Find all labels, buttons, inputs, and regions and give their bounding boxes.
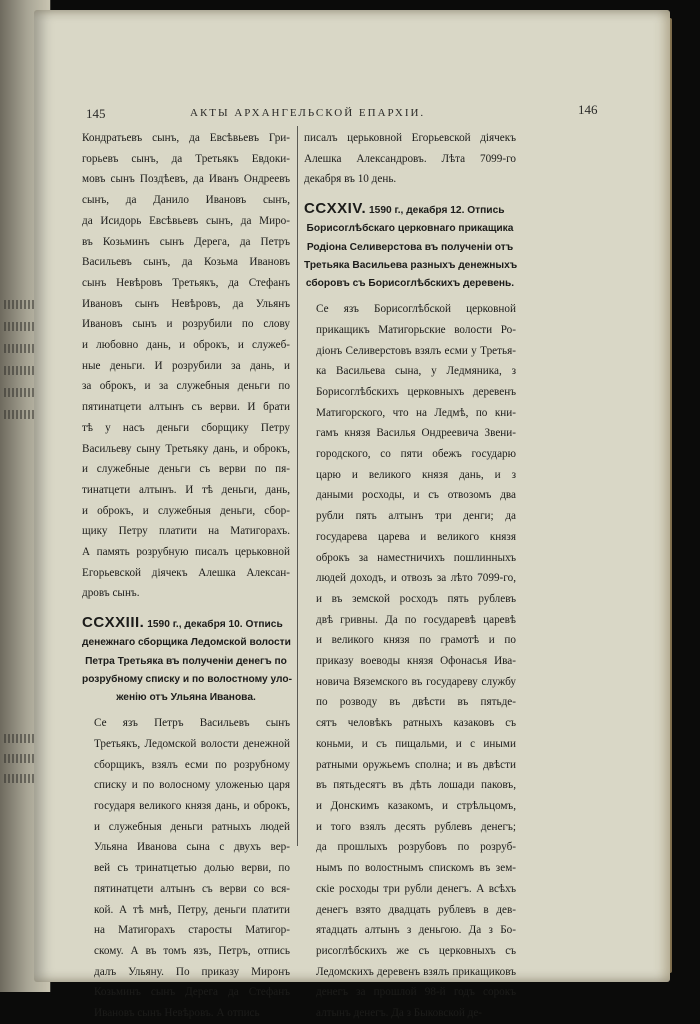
text-line: двѣ гривны. Да по государевѣ царевѣ (316, 613, 516, 626)
heading-line: Третьяка Васильева разныхъ денежныхъ (304, 259, 518, 271)
text-line: тинатцети алтынъ. И тѣ деньги, дань, (82, 483, 290, 496)
page-number-left: 145 (86, 106, 106, 121)
text-line: государя великого князя дань, и оброкъ, (94, 800, 290, 812)
text-line: сынъ, да Данило Ивановъ сынъ, (82, 194, 290, 207)
running-title: АКТЫ АРХАНГЕЛЬСКОЙ ЕПАРХІИ. (190, 107, 426, 119)
text-line: пятинатцети алтынъ съ верви со вся- (94, 882, 290, 895)
text-line: коньми, и съ пищальми, и с иными (316, 737, 516, 750)
left-paragraph-1 (82, 128, 290, 604)
text-line: и любовно дань, и оброкъ, и служеб- (82, 339, 290, 352)
text-line: А память розрубную писалъ церьковной (82, 546, 290, 559)
text-line: горьевъ сынъ, да Третьякъ Евдоки- (82, 152, 290, 165)
text-line: Ледомскихъ деревенъ взялъ прикащиковъ (316, 965, 516, 978)
text-line: вей съ тринатцетью долью верви, по (94, 862, 290, 875)
text-line: Васильеву сыну Третьяку дань, и оброкъ, (82, 442, 290, 455)
text-line: Алешка Александровъ. Лѣта 7099-го (304, 152, 516, 165)
text-line: діонъ Селиверстовъ взялъ есми у Третья- (316, 344, 516, 357)
text-line: скому. А въ томъ язъ, Петръ, отпись (94, 944, 290, 957)
text-line: Матигорского, что на Ледмѣ, по кни- (316, 406, 516, 419)
text-line: Кондратьевъ сынъ, да Евсѣвьевъ Гри- (82, 132, 290, 144)
right-column (304, 128, 516, 1024)
document-number: CCXXIII. (82, 614, 145, 632)
text-line: Васильевъ сынъ, да Козьма Ивановъ (82, 256, 290, 269)
text-line: государева царева и великого князя (316, 530, 516, 543)
text-line: да Исидорь Евсѣвьевъ сынъ, да Миро- (82, 214, 290, 227)
text-line: Ивановъ сынъ Невѣровъ, да Ульянъ (82, 297, 290, 310)
text-line: и того взялъ десять рублевъ денегъ; (316, 820, 516, 833)
text-line: Се язъ Борисоглѣбской церковной (316, 303, 516, 316)
text-line: щику Петру платити на Матигорахъ. (82, 525, 290, 538)
text-line: нымъ по волостнымъ спискомъ въ зем- (316, 862, 516, 875)
left-paragraph-2 (82, 713, 290, 1024)
text-line: гамъ князя Василья Ондреевича Звени- (316, 427, 516, 440)
text-line: списку и по волосному уложенью царя (94, 779, 290, 792)
text-line: денегъ взято двадцать рублевъ в дев- (316, 903, 516, 916)
right-paragraph-1 (304, 299, 516, 1024)
column-divider (297, 126, 298, 846)
text-line: денегъ за прошлой 98-й годъ сорокъ (316, 986, 516, 999)
text-line: рубли пять алтынъ три денги; да (316, 510, 516, 523)
text-line: ратными оружьемъ сполна; и въ двѣсти (316, 758, 516, 771)
text-line: людей доходъ, и отвозъ за лѣто 7099-го, (316, 572, 516, 585)
heading-line: сборовъ съ Борисоглѣбскихъ деревень. (305, 277, 515, 289)
text-line: и въ земской росходъ пять рублевъ (316, 592, 516, 605)
text-line: новича Вяземского въ государеву службу (316, 675, 516, 688)
heading-line: женію отъ Ульяна Иванова. (116, 691, 256, 703)
text-line: и служебныя деньги ратныхъ людей (94, 820, 290, 833)
text-line: Ивановъ сынъ Невѣровъ. А отпись (94, 1007, 260, 1020)
text-line: сятъ человѣкъ ратныхъ казаковъ съ (316, 717, 516, 730)
text-line: сборщикъ, взялъ есми по розрубному (94, 758, 290, 771)
heading-line: денежнаго сборщика Ледомской волости (82, 637, 291, 649)
text-line: далъ Ульяну. По приказу Миронъ (94, 965, 290, 978)
text-line: сынъ Невѣровъ Третьякъ, да Стефанъ (82, 276, 290, 289)
text-line: ка Васильева сына, у Ледмяника, з (316, 365, 516, 378)
text-line: дровъ сынъ. (82, 587, 140, 600)
text-line: въ пятьдесятъ въ дѣть лошади паковъ, (316, 779, 516, 792)
text-line: Борисоглѣбскихъ церковныхъ деревенъ (316, 385, 516, 398)
text-line: Ивановъ сынъ и розрубили по слову (82, 318, 290, 331)
text-line: по розводу въ двѣсти въ пятьде- (316, 696, 516, 709)
text-line: пятинатцети алтынъ съ верви. И брати (82, 401, 290, 414)
text-line: городского, со пяти обежъ государю (316, 448, 516, 461)
text-line: ятадцать алтынъ з деньгою. Да з Бо- (316, 924, 516, 937)
text-line: кой. А тѣ мнѣ, Петру, деньги платити (94, 903, 290, 916)
text-line: на Матигорахъ старосты Матигор- (94, 924, 290, 937)
right-paragraph-0 (304, 128, 516, 190)
text-line: и служебные деньги съ верви по пя- (82, 463, 290, 476)
document-heading-ccxxiv (304, 200, 516, 293)
text-line: тѣ у насъ деньги сборщику Петру (82, 421, 290, 434)
text-line: да прошлыхъ розрубовъ по розруб- (316, 841, 516, 854)
document-heading-ccxxiii (82, 614, 293, 707)
text-line: Козьминъ сынъ Дерега да Стефанъ (94, 986, 290, 999)
text-line: ные деньги. И розрубили за дань, и (82, 359, 290, 372)
text-line: оброкъ за наместничихъ пошлинныхъ (316, 551, 516, 564)
text-line: и Донскимъ казакомъ, и стрѣльцомъ, (316, 800, 516, 812)
text-line: скіе росходы три рубли денегъ. А всѣхъ (316, 882, 516, 895)
text-line: Ульяна Иванова сына с двухъ вер- (94, 841, 290, 854)
heading-line: розрубному списку и по волостному уло- (82, 673, 293, 685)
document-number: CCXXIV. (304, 200, 367, 218)
text-line: Се язъ Петръ Васильевъ сынъ (94, 717, 290, 730)
text-line: приказу воеводы князя Офонасья Ива- (316, 655, 516, 668)
heading-line: Родіона Селиверстова въ полученіи отъ (306, 241, 514, 253)
page-header (86, 102, 598, 126)
text-line: царю и великого князя дань, и з (316, 468, 516, 481)
text-line: писалъ церьковной Егорьевской діячекъ (304, 132, 516, 144)
text-line: въ Козьминъ сынъ Дерега, да Петръ (82, 235, 290, 248)
text-line: рисоглѣбскихъ же съ церковныхъ съ (316, 944, 516, 957)
text-line: и оброкъ, и служебныя деньги, сбор- (82, 504, 290, 517)
left-column (82, 128, 293, 1024)
heading-line: 1590 г., декабря 12. Отпись (368, 205, 505, 217)
heading-line: Петра Третьяка въ полученіи денегъ по (85, 655, 287, 667)
text-line: Третьякъ, Ледомской волости денежной (94, 737, 290, 750)
text-line: за оброкъ, и за служебныя деньги по (82, 380, 290, 393)
heading-line: Борисоглѣбскаго церковнаго прикащика (306, 223, 514, 235)
text-line: и великого князя по грамотѣ и по (316, 634, 516, 647)
text-line: декабря въ 10 день. (304, 173, 397, 186)
heading-line: 1590 г., декабря 10. Отпись (147, 619, 283, 631)
text-line: даными росходы, и съ отвозомъ два (316, 489, 516, 502)
text-line: мовъ сынъ Поздѣевъ, да Иванъ Ондреевъ (82, 173, 290, 186)
text-line: прикащикъ Матигорьские волости Ро- (316, 323, 516, 336)
text-line: Егорьевской діячекъ Алешка Алексан- (82, 566, 290, 579)
text-line: алтынъ денегъ. Да з Быковской де- (316, 1007, 483, 1020)
page-number-right: 146 (578, 102, 598, 117)
